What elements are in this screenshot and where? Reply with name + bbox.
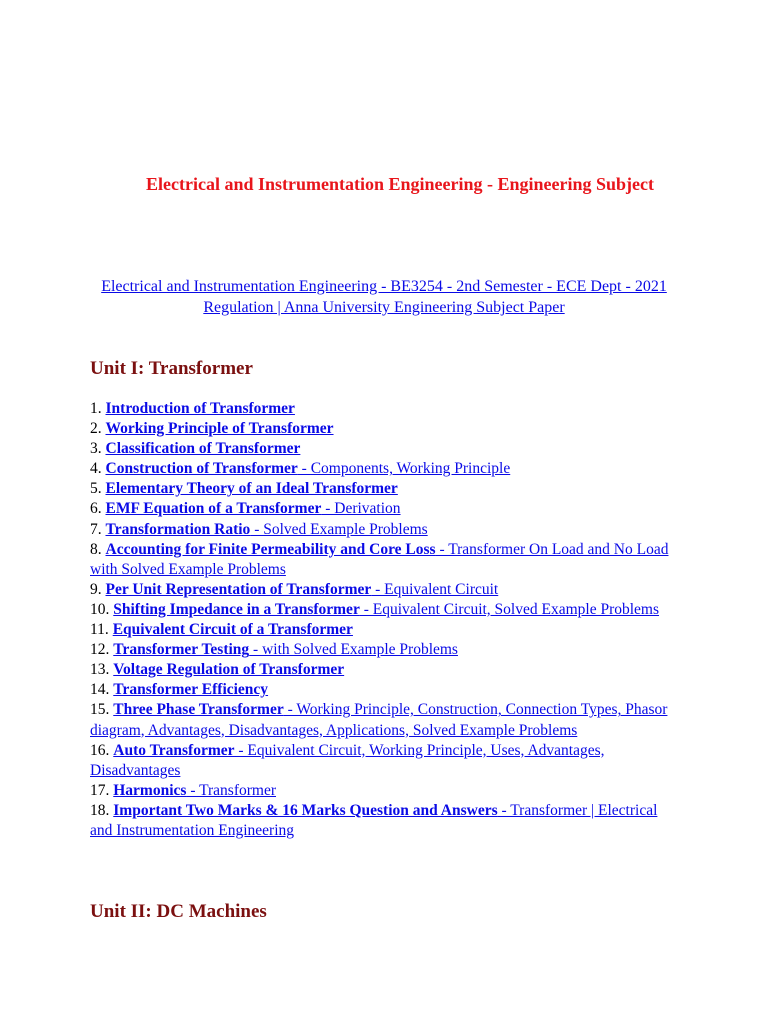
page-title: Electrical and Instrumentation Engineering - Engineering Subject bbox=[146, 174, 654, 194]
subtitle-paragraph bbox=[96, 276, 672, 318]
topic-description: - Transformer bbox=[186, 781, 276, 799]
list-item bbox=[90, 680, 680, 700]
course-link[interactable]: Electrical and Instrumentation Engineering - BE3254 - 2nd Semester - ECE Dept - 2021 Regulation | Anna University Engineering Subject Paper bbox=[101, 278, 667, 316]
topic-title: EMF Equation of a Transformer bbox=[105, 500, 322, 518]
topic-title: Construction of Transformer bbox=[105, 460, 298, 478]
topic-link[interactable] bbox=[106, 440, 301, 457]
topic-title: Transformer Testing bbox=[113, 641, 250, 659]
item-number: 14. bbox=[90, 681, 114, 699]
topic-link[interactable] bbox=[106, 500, 401, 517]
list-item bbox=[90, 419, 680, 439]
list-item bbox=[90, 499, 680, 519]
topic-description: - Equivalent Circuit, Solved Example Problems bbox=[359, 600, 660, 618]
item-number: 1. bbox=[90, 400, 106, 417]
topic-link[interactable] bbox=[113, 621, 353, 638]
topic-title: Per Unit Representation of Transformer bbox=[105, 580, 372, 598]
list-item bbox=[90, 660, 680, 680]
item-number: 10. bbox=[90, 600, 114, 618]
list-item bbox=[90, 781, 680, 801]
item-number: 7. bbox=[90, 520, 106, 538]
topic-description: - Working Principle, Construction, Connection Types, Phasor diagram, Advantages, Disadvantages, Applications, Solved Example Problems bbox=[90, 701, 668, 739]
topic-title: Elementary Theory of an Ideal Transformer bbox=[105, 480, 398, 498]
item-number: 6. bbox=[90, 500, 106, 518]
topic-title: Three Phase Transformer bbox=[113, 701, 284, 719]
topic-description: - Transformer On Load and No Load with Solved Example Problems bbox=[90, 540, 669, 578]
topic-link[interactable] bbox=[90, 802, 657, 839]
topic-list-unit-1 bbox=[90, 399, 680, 841]
topic-title: Equivalent Circuit of a Transformer bbox=[112, 621, 353, 639]
topic-link[interactable] bbox=[106, 420, 334, 437]
item-number: 17. bbox=[90, 781, 114, 799]
list-item bbox=[90, 459, 680, 479]
list-item bbox=[90, 399, 680, 419]
topic-title: Harmonics bbox=[113, 781, 187, 799]
topic-description: - Transformer | Electrical and Instrumentation Engineering bbox=[90, 801, 658, 839]
topic-title: Shifting Impedance in a Transformer bbox=[113, 600, 360, 618]
list-item bbox=[90, 580, 680, 600]
topic-description: - with Solved Example Problems bbox=[249, 641, 458, 659]
topic-link[interactable] bbox=[106, 581, 499, 598]
topic-title: Voltage Regulation of Transformer bbox=[113, 661, 345, 679]
list-item bbox=[90, 620, 680, 640]
topic-description: - Components, Working Principle bbox=[297, 460, 511, 478]
list-item bbox=[90, 741, 680, 781]
item-number: 8. bbox=[90, 540, 106, 558]
topic-link[interactable] bbox=[106, 460, 511, 477]
list-item bbox=[90, 540, 680, 580]
topic-link[interactable] bbox=[90, 541, 668, 578]
item-number: 9. bbox=[90, 580, 106, 598]
list-item bbox=[90, 479, 680, 499]
topic-link[interactable] bbox=[113, 661, 344, 678]
list-item bbox=[90, 801, 680, 841]
topic-link[interactable] bbox=[113, 782, 276, 799]
topic-link[interactable] bbox=[113, 601, 659, 618]
list-item bbox=[90, 520, 680, 540]
item-number: 15. bbox=[90, 701, 114, 719]
topic-link[interactable] bbox=[106, 480, 398, 497]
unit-heading-dc-machines: Unit II: DC Machines bbox=[90, 901, 267, 922]
list-item bbox=[90, 600, 680, 620]
topic-link[interactable] bbox=[106, 521, 428, 538]
topic-link[interactable] bbox=[90, 742, 605, 779]
topic-description: - Equivalent Circuit, Working Principle, Uses, Advantages, Disadvantages bbox=[90, 741, 605, 779]
item-number: 11. bbox=[90, 621, 113, 639]
item-number: 2. bbox=[90, 420, 106, 438]
item-number: 18. bbox=[90, 801, 114, 819]
topic-link[interactable] bbox=[113, 641, 458, 658]
topic-title: Accounting for Finite Permeability and Core Loss bbox=[105, 540, 436, 558]
item-number: 5. bbox=[90, 480, 106, 498]
list-item bbox=[90, 439, 680, 459]
item-number: 13. bbox=[90, 661, 114, 679]
list-item bbox=[90, 640, 680, 660]
topic-description: - Derivation bbox=[321, 500, 401, 518]
item-number: 12. bbox=[90, 641, 114, 659]
topic-title: Introduction of Transformer bbox=[105, 400, 295, 417]
topic-link[interactable] bbox=[90, 701, 667, 738]
topic-link[interactable] bbox=[113, 681, 268, 698]
list-item bbox=[90, 700, 680, 740]
topic-title: Auto Transformer bbox=[113, 741, 235, 759]
unit-heading-transformer: Unit I: Transformer bbox=[90, 358, 253, 379]
item-number: 16. bbox=[90, 741, 114, 759]
item-number: 4. bbox=[90, 460, 106, 478]
topic-description: - Solved Example Problems bbox=[250, 520, 428, 538]
topic-title: Classification of Transformer bbox=[105, 440, 301, 458]
topic-title: Important Two Marks & 16 Marks Question and Answers bbox=[113, 801, 498, 819]
topic-link[interactable] bbox=[106, 400, 295, 417]
item-number: 3. bbox=[90, 440, 106, 458]
topic-description: - Equivalent Circuit bbox=[371, 580, 499, 598]
topic-title: Working Principle of Transformer bbox=[105, 420, 334, 438]
topic-title: Transformation Ratio bbox=[105, 520, 251, 538]
topic-title: Transformer Efficiency bbox=[113, 681, 269, 699]
